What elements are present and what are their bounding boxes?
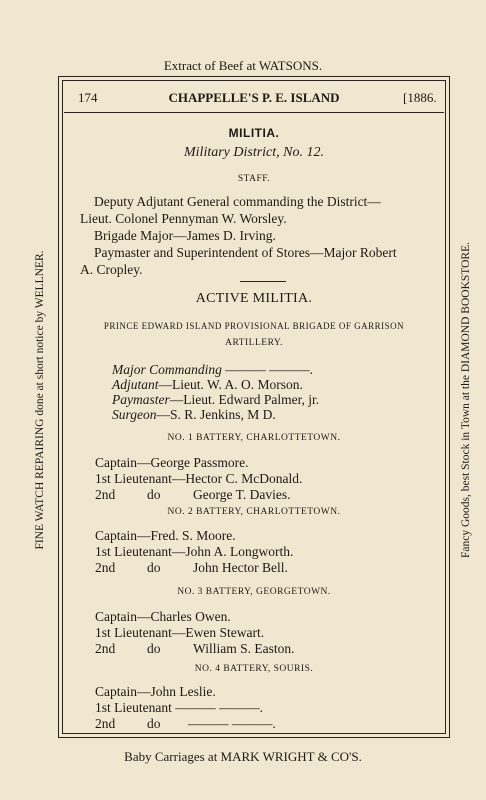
officer-role: Adjutant [112, 377, 159, 392]
officer-role: Surgeon [112, 407, 157, 422]
officer-role: Major Commanding [112, 362, 222, 377]
battery-second-lieutenant: 2nd [95, 560, 116, 575]
top-advertisement: Extract of Beef at WATSONS. [163, 58, 323, 73]
bottom-advertisement: Baby Carriages at MARK WRIGHT & CO'S. [124, 749, 362, 764]
right-advertisement: Fancy Goods, best Stock in Town at the DIAMOND BOOKSTORE. [460, 242, 472, 558]
officer-name: —S. R. Jenkins, M D. [156, 407, 276, 422]
battery-heading: NO. 3 BATTERY, GEORGETOWN. [177, 587, 331, 597]
ditto-mark: do [147, 487, 161, 502]
running-year: [1886. [403, 90, 437, 105]
officer-line [112, 362, 313, 378]
district-heading: Military District, No. 12. [184, 145, 324, 160]
battery-second-name: ——— ———. [188, 716, 276, 731]
staff-heading: STAFF. [237, 174, 271, 184]
ditto-mark: do [147, 560, 161, 575]
battery-first-lieutenant: 1st Lieutenant—John A. Longworth. [95, 544, 294, 559]
brigade-heading-line1: PRINCE EDWARD ISLAND PROVISIONAL BRIGADE OF GARRISON [103, 321, 405, 331]
battery-captain: Captain—Charles Owen. [95, 609, 231, 624]
battery-heading: NO. 2 BATTERY, CHARLOTTETOWN. [167, 507, 341, 517]
battery-second-lieutenant: 2nd [95, 716, 116, 731]
officer-name: —Lieut. W. A. O. Morson. [158, 377, 303, 392]
staff-line: Brigade Major—James D. Irving. [94, 228, 276, 243]
battery-second-name: George T. Davies. [193, 487, 291, 502]
page-number: 174 [78, 90, 98, 105]
officer-name: ——— ———. [221, 362, 314, 377]
left-advertisement: FINE WATCH REPAIRING done at short notice by WELLNER. [34, 250, 46, 550]
battery-captain: Captain—John Leslie. [95, 684, 216, 699]
section-divider [240, 281, 286, 282]
battery-second-name: William S. Easton. [193, 641, 295, 656]
active-militia-heading: ACTIVE MILITIA. [195, 291, 313, 306]
battery-heading: NO. 1 BATTERY, CHARLOTTETOWN. [167, 433, 341, 443]
officer-name: —Lieut. Edward Palmer, jr. [169, 392, 320, 407]
battery-second-name: John Hector Bell. [193, 560, 288, 575]
battery-captain: Captain—George Passmore. [95, 455, 249, 470]
battery-first-lieutenant: 1st Lieutenant ——— ———. [95, 700, 263, 715]
officer-line [112, 407, 276, 423]
ditto-mark: do [147, 716, 161, 731]
staff-line: Lieut. Colonel Pennyman W. Worsley. [80, 211, 287, 226]
battery-second-lieutenant: 2nd [95, 487, 116, 502]
battery-second-lieutenant: 2nd [95, 641, 116, 656]
staff-line: A. Cropley. [80, 262, 143, 277]
header-rule [64, 112, 444, 113]
staff-line: Deputy Adjutant General commanding the District— [94, 194, 381, 209]
battery-first-lieutenant: 1st Lieutenant—Ewen Stewart. [95, 625, 265, 640]
running-title: CHAPPELLE'S P. E. ISLAND [168, 90, 340, 105]
battery-first-lieutenant: 1st Lieutenant—Hector C. McDonald. [95, 471, 303, 486]
officer-line [112, 392, 319, 408]
militia-heading: MILITIA. [228, 126, 280, 140]
battery-heading: NO. 4 BATTERY, SOURIS. [194, 664, 314, 674]
staff-line: Paymaster and Superintendent of Stores—Major Robert [94, 245, 397, 260]
ditto-mark: do [147, 641, 161, 656]
brigade-heading-line2: ARTILLERY. [225, 338, 283, 348]
battery-captain: Captain—Fred. S. Moore. [95, 528, 236, 543]
officer-role: Paymaster [112, 392, 170, 407]
officer-line [112, 377, 303, 393]
